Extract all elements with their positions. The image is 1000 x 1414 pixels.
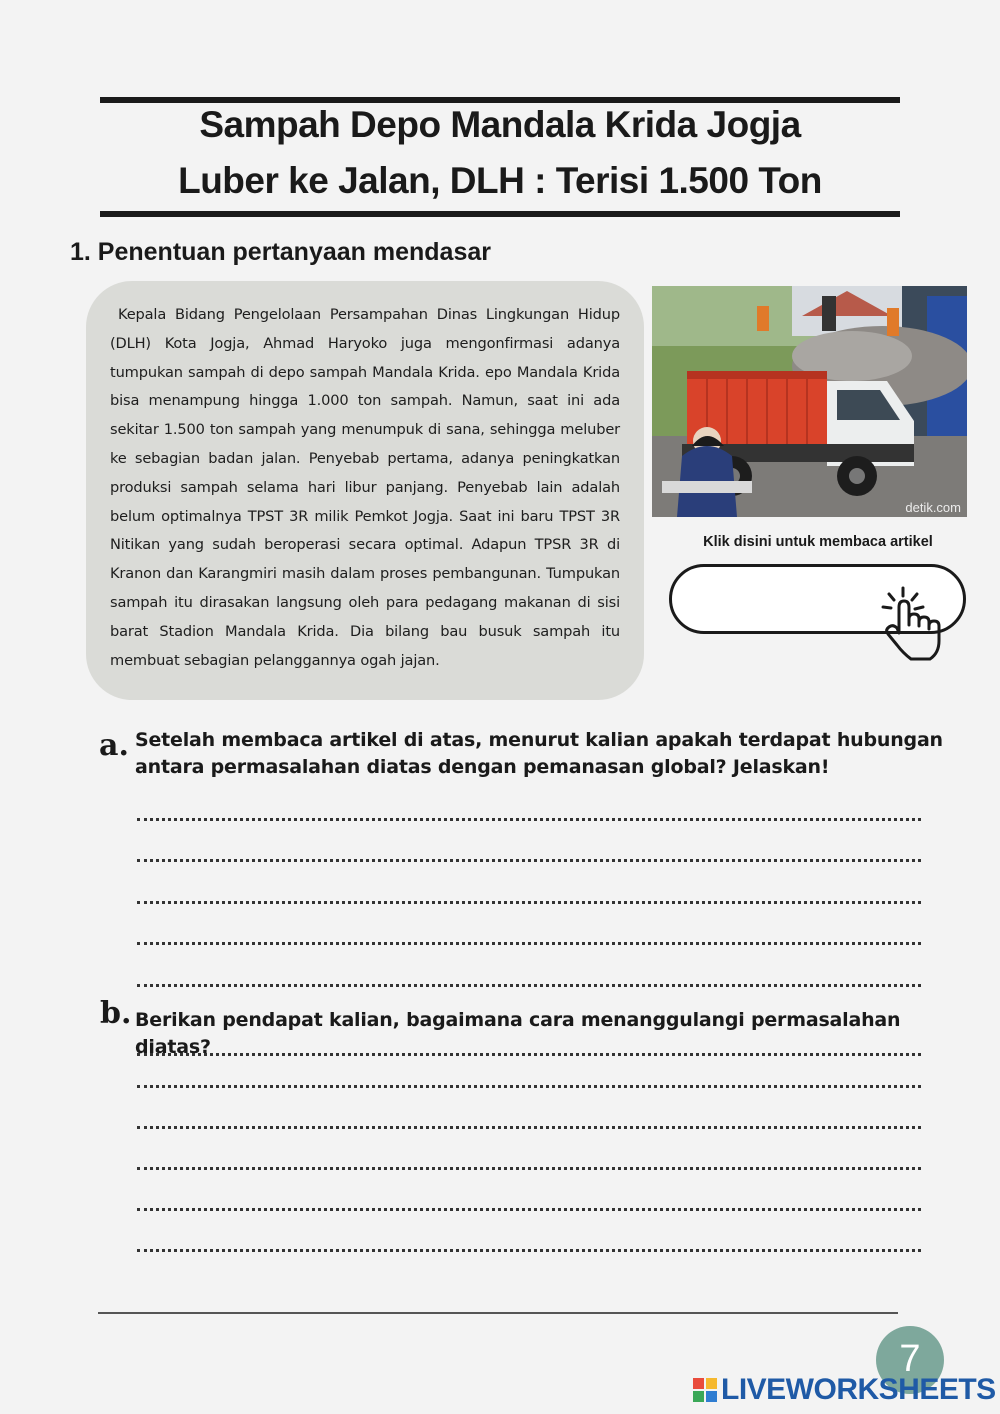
answer-b-line-2[interactable] bbox=[137, 1085, 921, 1088]
answer-a-line-3[interactable] bbox=[137, 901, 921, 904]
article-box bbox=[86, 281, 644, 700]
page-number-badge: 7 bbox=[876, 1326, 944, 1394]
title-line-1: Sampah Depo Mandala Krida Jogja bbox=[199, 104, 801, 145]
title-line-2: Luber ke Jalan, DLH : Terisi 1.500 Ton bbox=[178, 160, 822, 201]
liveworksheets-logo-icon bbox=[693, 1378, 717, 1402]
footer-rule bbox=[98, 1312, 898, 1314]
question-b-letter: b. bbox=[100, 996, 132, 1031]
read-article-label: Klik disini untuk membaca artikel bbox=[703, 534, 933, 550]
answer-a-line-2[interactable] bbox=[137, 859, 921, 862]
liveworksheets-brand[interactable] bbox=[693, 1374, 996, 1406]
article-text: Kepala Bidang Pengelolaan Persampahan Dinas Lingkungan Hidup (DLH) Kota Jogja, Ahmad Haryoko juga mengonfirmasi adanya tumpukan sampah di depo sampah Mandala Krida. epo Mandala Krida bisa menampung hingga 1.000 ton sampah. Namun, saat ini ada sekitar 1.500 ton sampah yang menumpuk di sana, sehingga meluber ke sebagian badan jalan. Penyebab pertama, adanya peningkatkan produksi sampah selama hari libur panjang. Penyebab lain adalah belum optimalnya TPST 3R milik Pemkot Jogja. Saat ini baru TPST 3R Nitikan yang sudah beroperasi secara optimal. Adapun TPSR 3R di Kranon dan Karangmiri masih dalam proses pembangunan. Tumpukan sampah itu dirasakan langsung oleh para pedagang makanan di sisi barat Stadion Mandala Krida. Dia bilang bau busuk sampah itu membuat sebagian pelanggannya ogah jajan. bbox=[110, 306, 620, 669]
brand-name: LIVEWORKSHEETS bbox=[721, 1373, 996, 1406]
section-heading: 1. Penentuan pertanyaan mendasar bbox=[70, 238, 491, 266]
garbage-truck-illustration bbox=[652, 286, 967, 517]
question-a-text: Setelah membaca artikel di atas, menurut kalian apakah terdapat hubungan antara permasalahan diatas dengan pemanasan global? Jelaskan! bbox=[135, 729, 943, 778]
answer-b-line-3[interactable] bbox=[137, 1126, 921, 1129]
question-b-text: Berikan pendapat kalian, bagaimana cara menanggulangi permasalahan diatas? bbox=[135, 1009, 901, 1058]
answer-a-line-4[interactable] bbox=[137, 942, 921, 945]
title-top-rule bbox=[100, 97, 900, 103]
answer-b-line-6[interactable] bbox=[137, 1249, 921, 1252]
title-bottom-rule bbox=[100, 211, 900, 217]
answer-b-line-1[interactable] bbox=[137, 1053, 921, 1056]
answer-a-line-1[interactable] bbox=[137, 818, 921, 821]
answer-b-line-5[interactable] bbox=[137, 1208, 921, 1211]
answer-a-line-5[interactable] bbox=[137, 984, 921, 987]
answer-b-line-4[interactable] bbox=[137, 1167, 921, 1170]
photo-watermark: detik.com bbox=[905, 500, 961, 515]
article-photo bbox=[652, 286, 967, 517]
pointing-hand-icon[interactable] bbox=[875, 585, 961, 663]
question-a-letter: a. bbox=[99, 728, 129, 763]
